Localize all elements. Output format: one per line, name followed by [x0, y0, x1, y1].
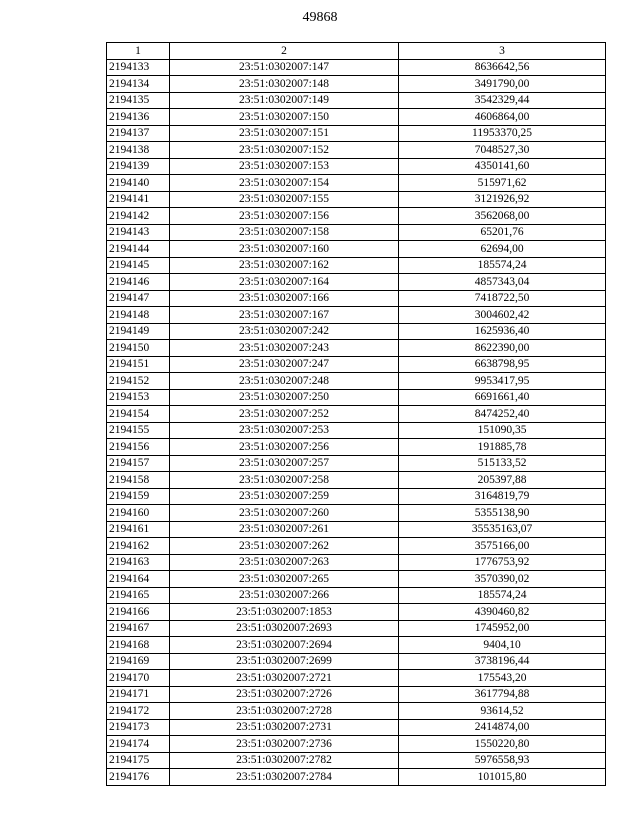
- cadastral-number-cell: 23:51:0302007:242: [170, 323, 399, 340]
- cadastral-number-cell: 23:51:0302007:164: [170, 274, 399, 291]
- value-cell: 3617794,88: [399, 686, 606, 703]
- row-number-cell: 2194148: [107, 307, 170, 324]
- row-number-cell: 2194134: [107, 76, 170, 93]
- value-cell: 191885,78: [399, 439, 606, 456]
- table-row: [107, 686, 606, 703]
- cadastral-number-cell: 23:51:0302007:156: [170, 208, 399, 225]
- table-row: [107, 637, 606, 654]
- row-number-cell: 2194143: [107, 224, 170, 241]
- table-row: [107, 208, 606, 225]
- table-row: [107, 604, 606, 621]
- value-cell: 9953417,95: [399, 373, 606, 390]
- row-number-cell: 2194170: [107, 670, 170, 687]
- table-row: [107, 571, 606, 588]
- cadastral-number-cell: 23:51:0302007:2736: [170, 736, 399, 753]
- cadastral-number-cell: 23:51:0302007:252: [170, 406, 399, 423]
- value-cell: 101015,80: [399, 769, 606, 786]
- cadastral-number-cell: 23:51:0302007:158: [170, 224, 399, 241]
- table-row: [107, 257, 606, 274]
- cadastral-number-cell: 23:51:0302007:2731: [170, 719, 399, 736]
- row-number-cell: 2194166: [107, 604, 170, 621]
- value-cell: 1745952,00: [399, 620, 606, 637]
- cadastral-number-cell: 23:51:0302007:2721: [170, 670, 399, 687]
- table-row: [107, 653, 606, 670]
- cadastral-number-cell: 23:51:0302007:2782: [170, 752, 399, 769]
- cadastral-number-cell: 23:51:0302007:261: [170, 521, 399, 538]
- row-number-cell: 2194151: [107, 356, 170, 373]
- row-number-cell: 2194135: [107, 92, 170, 109]
- cadastral-number-cell: 23:51:0302007:2784: [170, 769, 399, 786]
- row-number-cell: 2194142: [107, 208, 170, 225]
- table-row: [107, 274, 606, 291]
- table-row: [107, 455, 606, 472]
- cadastral-number-cell: 23:51:0302007:1853: [170, 604, 399, 621]
- cadastral-number-cell: 23:51:0302007:266: [170, 587, 399, 604]
- value-cell: 6691661,40: [399, 389, 606, 406]
- value-cell: 3491790,00: [399, 76, 606, 93]
- table-row: [107, 142, 606, 159]
- row-number-cell: 2194158: [107, 472, 170, 489]
- cadastral-number-cell: 23:51:0302007:2694: [170, 637, 399, 654]
- table-row: [107, 356, 606, 373]
- cadastral-number-cell: 23:51:0302007:260: [170, 505, 399, 522]
- value-cell: 1776753,92: [399, 554, 606, 571]
- table-row: [107, 224, 606, 241]
- row-number-cell: 2194159: [107, 488, 170, 505]
- value-cell: 3575166,00: [399, 538, 606, 555]
- value-cell: 3164819,79: [399, 488, 606, 505]
- value-cell: 35535163,07: [399, 521, 606, 538]
- row-number-cell: 2194172: [107, 703, 170, 720]
- value-cell: 11953370,25: [399, 125, 606, 142]
- table-row: [107, 373, 606, 390]
- row-number-cell: 2194165: [107, 587, 170, 604]
- cadastral-number-cell: 23:51:0302007:162: [170, 257, 399, 274]
- value-cell: 4390460,82: [399, 604, 606, 621]
- row-number-cell: 2194139: [107, 158, 170, 175]
- column-header-1: 1: [107, 43, 170, 60]
- value-cell: 8622390,00: [399, 340, 606, 357]
- table-row: [107, 538, 606, 555]
- value-cell: 1625936,40: [399, 323, 606, 340]
- cadastral-number-cell: 23:51:0302007:147: [170, 59, 399, 76]
- row-number-cell: 2194133: [107, 59, 170, 76]
- cadastral-number-cell: 23:51:0302007:167: [170, 307, 399, 324]
- table-row: [107, 389, 606, 406]
- row-number-cell: 2194138: [107, 142, 170, 159]
- cadastral-number-cell: 23:51:0302007:2699: [170, 653, 399, 670]
- value-cell: 175543,20: [399, 670, 606, 687]
- value-cell: 62694,00: [399, 241, 606, 258]
- row-number-cell: 2194137: [107, 125, 170, 142]
- cadastral-number-cell: 23:51:0302007:2728: [170, 703, 399, 720]
- row-number-cell: 2194164: [107, 571, 170, 588]
- row-number-cell: 2194152: [107, 373, 170, 390]
- cadastral-number-cell: 23:51:0302007:263: [170, 554, 399, 571]
- row-number-cell: 2194141: [107, 191, 170, 208]
- table-row: [107, 59, 606, 76]
- value-cell: 151090,35: [399, 422, 606, 439]
- value-cell: 5355138,90: [399, 505, 606, 522]
- table-row: [107, 670, 606, 687]
- cadastral-number-cell: 23:51:0302007:253: [170, 422, 399, 439]
- value-cell: 185574,24: [399, 257, 606, 274]
- row-number-cell: 2194150: [107, 340, 170, 357]
- table-row: [107, 125, 606, 142]
- table-row: [107, 488, 606, 505]
- table-header-row: [107, 43, 606, 60]
- value-cell: 2414874,00: [399, 719, 606, 736]
- cadastral-number-cell: 23:51:0302007:2726: [170, 686, 399, 703]
- row-number-cell: 2194144: [107, 241, 170, 258]
- page-number: 49868: [302, 10, 338, 25]
- cadastral-number-cell: 23:51:0302007:257: [170, 455, 399, 472]
- value-cell: 7418722,50: [399, 290, 606, 307]
- cadastral-number-cell: 23:51:0302007:259: [170, 488, 399, 505]
- value-cell: 4350141,60: [399, 158, 606, 175]
- cadastral-number-cell: 23:51:0302007:154: [170, 175, 399, 192]
- table-row: [107, 76, 606, 93]
- table-row: [107, 472, 606, 489]
- row-number-cell: 2194146: [107, 274, 170, 291]
- value-cell: 205397,88: [399, 472, 606, 489]
- registry-table-body: [107, 43, 606, 786]
- table-row: [107, 505, 606, 522]
- table-row: [107, 769, 606, 786]
- table-row: [107, 752, 606, 769]
- row-number-cell: 2194163: [107, 554, 170, 571]
- table-row: [107, 307, 606, 324]
- cadastral-number-cell: 23:51:0302007:247: [170, 356, 399, 373]
- row-number-cell: 2194162: [107, 538, 170, 555]
- row-number-cell: 2194136: [107, 109, 170, 126]
- row-number-cell: 2194175: [107, 752, 170, 769]
- table-row: [107, 620, 606, 637]
- row-number-cell: 2194176: [107, 769, 170, 786]
- table-row: [107, 406, 606, 423]
- cadastral-number-cell: 23:51:0302007:250: [170, 389, 399, 406]
- value-cell: 3738196,44: [399, 653, 606, 670]
- value-cell: 515133,52: [399, 455, 606, 472]
- table-row: [107, 323, 606, 340]
- row-number-cell: 2194155: [107, 422, 170, 439]
- row-number-cell: 2194149: [107, 323, 170, 340]
- cadastral-number-cell: 23:51:0302007:153: [170, 158, 399, 175]
- table-row: [107, 175, 606, 192]
- value-cell: 9404,10: [399, 637, 606, 654]
- table-row: [107, 703, 606, 720]
- row-number-cell: 2194169: [107, 653, 170, 670]
- cadastral-number-cell: 23:51:0302007:152: [170, 142, 399, 159]
- table-row: [107, 92, 606, 109]
- table-row: [107, 554, 606, 571]
- value-cell: 3121926,92: [399, 191, 606, 208]
- row-number-cell: 2194174: [107, 736, 170, 753]
- value-cell: 1550220,80: [399, 736, 606, 753]
- cadastral-number-cell: 23:51:0302007:155: [170, 191, 399, 208]
- row-number-cell: 2194167: [107, 620, 170, 637]
- value-cell: 3542329,44: [399, 92, 606, 109]
- row-number-cell: 2194171: [107, 686, 170, 703]
- cadastral-number-cell: 23:51:0302007:256: [170, 439, 399, 456]
- column-header-2: 2: [170, 43, 399, 60]
- row-number-cell: 2194168: [107, 637, 170, 654]
- value-cell: 4606864,00: [399, 109, 606, 126]
- row-number-cell: 2194154: [107, 406, 170, 423]
- row-number-cell: 2194153: [107, 389, 170, 406]
- value-cell: 3004602,42: [399, 307, 606, 324]
- cadastral-number-cell: 23:51:0302007:258: [170, 472, 399, 489]
- value-cell: 4857343,04: [399, 274, 606, 291]
- cadastral-number-cell: 23:51:0302007:148: [170, 76, 399, 93]
- value-cell: 8474252,40: [399, 406, 606, 423]
- value-cell: 7048527,30: [399, 142, 606, 159]
- cadastral-number-cell: 23:51:0302007:149: [170, 92, 399, 109]
- value-cell: 6638798,95: [399, 356, 606, 373]
- cadastral-number-cell: 23:51:0302007:160: [170, 241, 399, 258]
- cadastral-number-cell: 23:51:0302007:2693: [170, 620, 399, 637]
- table-row: [107, 340, 606, 357]
- table-row: [107, 439, 606, 456]
- row-number-cell: 2194160: [107, 505, 170, 522]
- value-cell: 3562068,00: [399, 208, 606, 225]
- table-row: [107, 158, 606, 175]
- row-number-cell: 2194140: [107, 175, 170, 192]
- table-row: [107, 109, 606, 126]
- cadastral-number-cell: 23:51:0302007:166: [170, 290, 399, 307]
- value-cell: 8636642,56: [399, 59, 606, 76]
- value-cell: 65201,76: [399, 224, 606, 241]
- column-header-3: 3: [399, 43, 606, 60]
- cadastral-number-cell: 23:51:0302007:265: [170, 571, 399, 588]
- table-row: [107, 191, 606, 208]
- cadastral-number-cell: 23:51:0302007:243: [170, 340, 399, 357]
- value-cell: 185574,24: [399, 587, 606, 604]
- registry-table: [106, 42, 606, 786]
- value-cell: 93614,52: [399, 703, 606, 720]
- table-row: [107, 719, 606, 736]
- row-number-cell: 2194147: [107, 290, 170, 307]
- cadastral-number-cell: 23:51:0302007:248: [170, 373, 399, 390]
- table-row: [107, 736, 606, 753]
- table-row: [107, 241, 606, 258]
- table-row: [107, 290, 606, 307]
- cadastral-number-cell: 23:51:0302007:151: [170, 125, 399, 142]
- value-cell: 515971,62: [399, 175, 606, 192]
- table-row: [107, 521, 606, 538]
- row-number-cell: 2194145: [107, 257, 170, 274]
- cadastral-number-cell: 23:51:0302007:262: [170, 538, 399, 555]
- table-row: [107, 422, 606, 439]
- row-number-cell: 2194161: [107, 521, 170, 538]
- value-cell: 5976558,93: [399, 752, 606, 769]
- row-number-cell: 2194173: [107, 719, 170, 736]
- cadastral-number-cell: 23:51:0302007:150: [170, 109, 399, 126]
- row-number-cell: 2194156: [107, 439, 170, 456]
- table-row: [107, 587, 606, 604]
- value-cell: 3570390,02: [399, 571, 606, 588]
- row-number-cell: 2194157: [107, 455, 170, 472]
